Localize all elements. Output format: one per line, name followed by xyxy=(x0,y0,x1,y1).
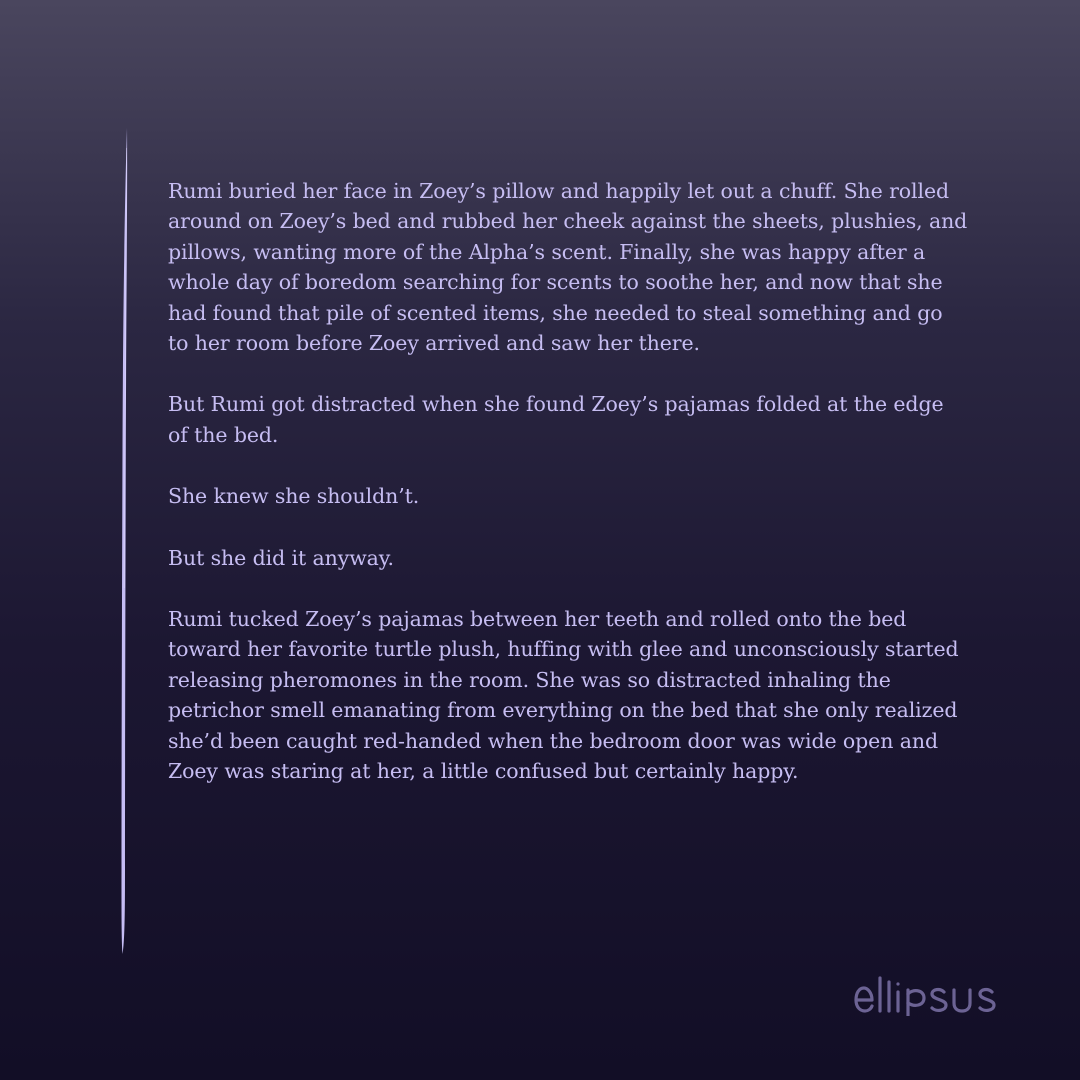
story-paragraph-5: Rumi tucked Zoey’s pajamas between her teeth and rolled onto the bed toward her favorite turtle plush, huffing with glee and unconsciously started releasing pheromones in the room. She was so distracted inhaling the petrichor smell emanating from everything on the bed that she only realized she’d been caught red-handed when the bedroom door was wide open and Zoey was staring at her, a little confused but certainly happy. xyxy=(168,607,959,784)
decorative-brush-stroke xyxy=(112,128,136,954)
story-paragraph-3: She knew she shouldn’t. xyxy=(168,484,420,509)
story-paragraph-1: Rumi buried her face in Zoey’s pillow and happily let out a chuff. She rolled around on Zoey’s bed and rubbed her cheek against the sheets, plushies, and pillows, wanting more of the Alpha’s scent. Finally, she was happy after a whole day of boredom searching for scents to soothe her, and now that she had found that pile of scented items, she needed to steal something and go to her room before Zoey arrived and saw her there. xyxy=(168,179,968,356)
story-paragraph-2: But Rumi got distracted when she found Zoey’s pajamas folded at the edge of the bed. xyxy=(168,392,944,447)
story-text xyxy=(168,176,968,818)
story-paragraph-4: But she did it anyway. xyxy=(168,545,394,570)
ellipsus-logo xyxy=(852,972,1004,1016)
